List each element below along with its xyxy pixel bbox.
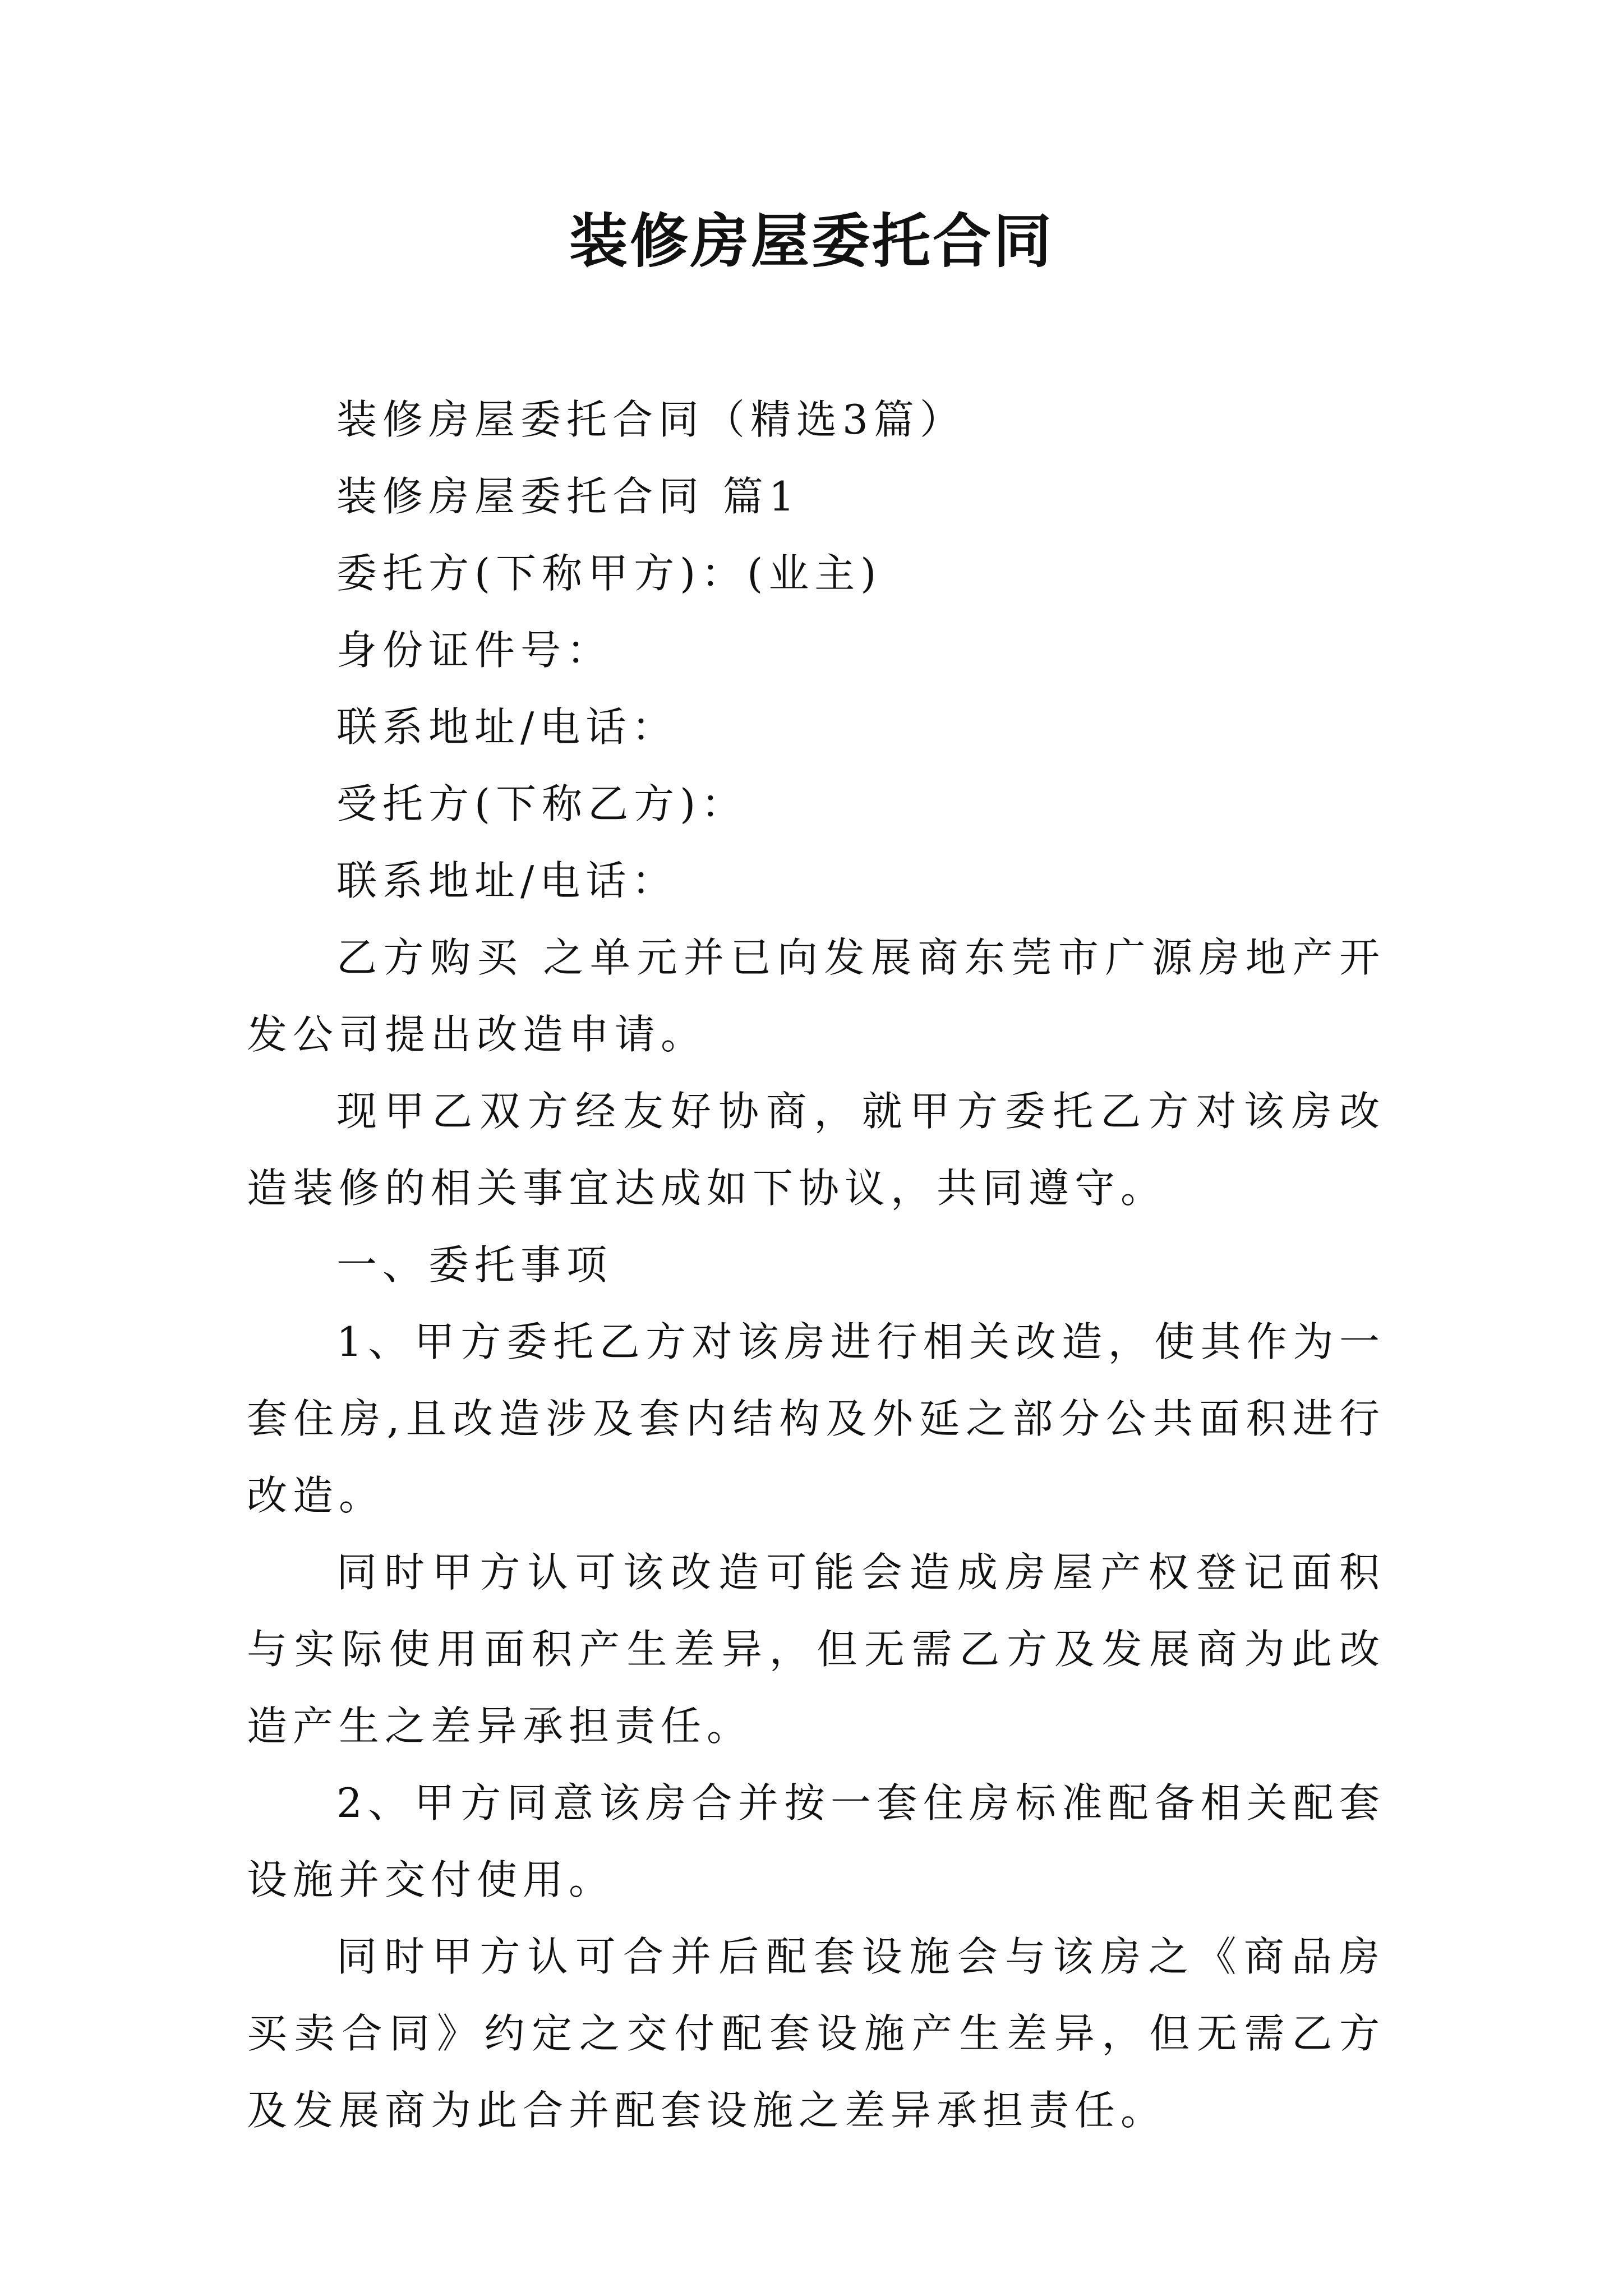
paragraph: 同时甲方认可该改造可能会造成房屋产权登记面积与实际使用面积产生差异，但无需乙方及发展商为此改造产生之差异承担责任。 [247, 1549, 1385, 1750]
document-body [247, 381, 1385, 2149]
paragraph: 联系地址/电话： [336, 703, 678, 751]
document-title: 装修房屋委托合同 [569, 206, 1054, 275]
paragraph: 现甲乙双方经友好协商，就甲方委托乙方对该房改造装修的相关事宜达成如下协议，共同遵守。 [247, 1088, 1385, 1212]
paragraph: 2、甲方同意该房合并按一套住房标准配备相关配套设施并交付使用。 [247, 1779, 1385, 1903]
paragraph: 联系地址/电话： [336, 857, 678, 904]
paragraph: 1、甲方委托乙方对该房进行相关改造，使其作为一套住房,且改造涉及套内结构及外延之部分公共面积进行改造。 [247, 1318, 1385, 1519]
paragraph: 装修房屋委托合同（精选3篇） [336, 396, 966, 443]
paragraph: 乙方购买 之单元并已向发展商东莞市广源房地产开发公司提出改造申请。 [247, 934, 1385, 1058]
paragraph: 装修房屋委托合同 篇1 [336, 473, 800, 520]
paragraph: 身份证件号： [336, 627, 613, 674]
paragraph: 受托方(下称乙方)： [336, 780, 748, 827]
paragraph: 同时甲方认可合并后配套设施会与该房之《商品房买卖合同》约定之交付配套设施产生差异，但无需乙方及发展商为此合并配套设施之差异承担责任。 [247, 1933, 1385, 2134]
section-heading: 一、委托事项 [336, 1241, 613, 1289]
paragraph: 委托方(下称甲方)：(业主) [336, 550, 882, 597]
